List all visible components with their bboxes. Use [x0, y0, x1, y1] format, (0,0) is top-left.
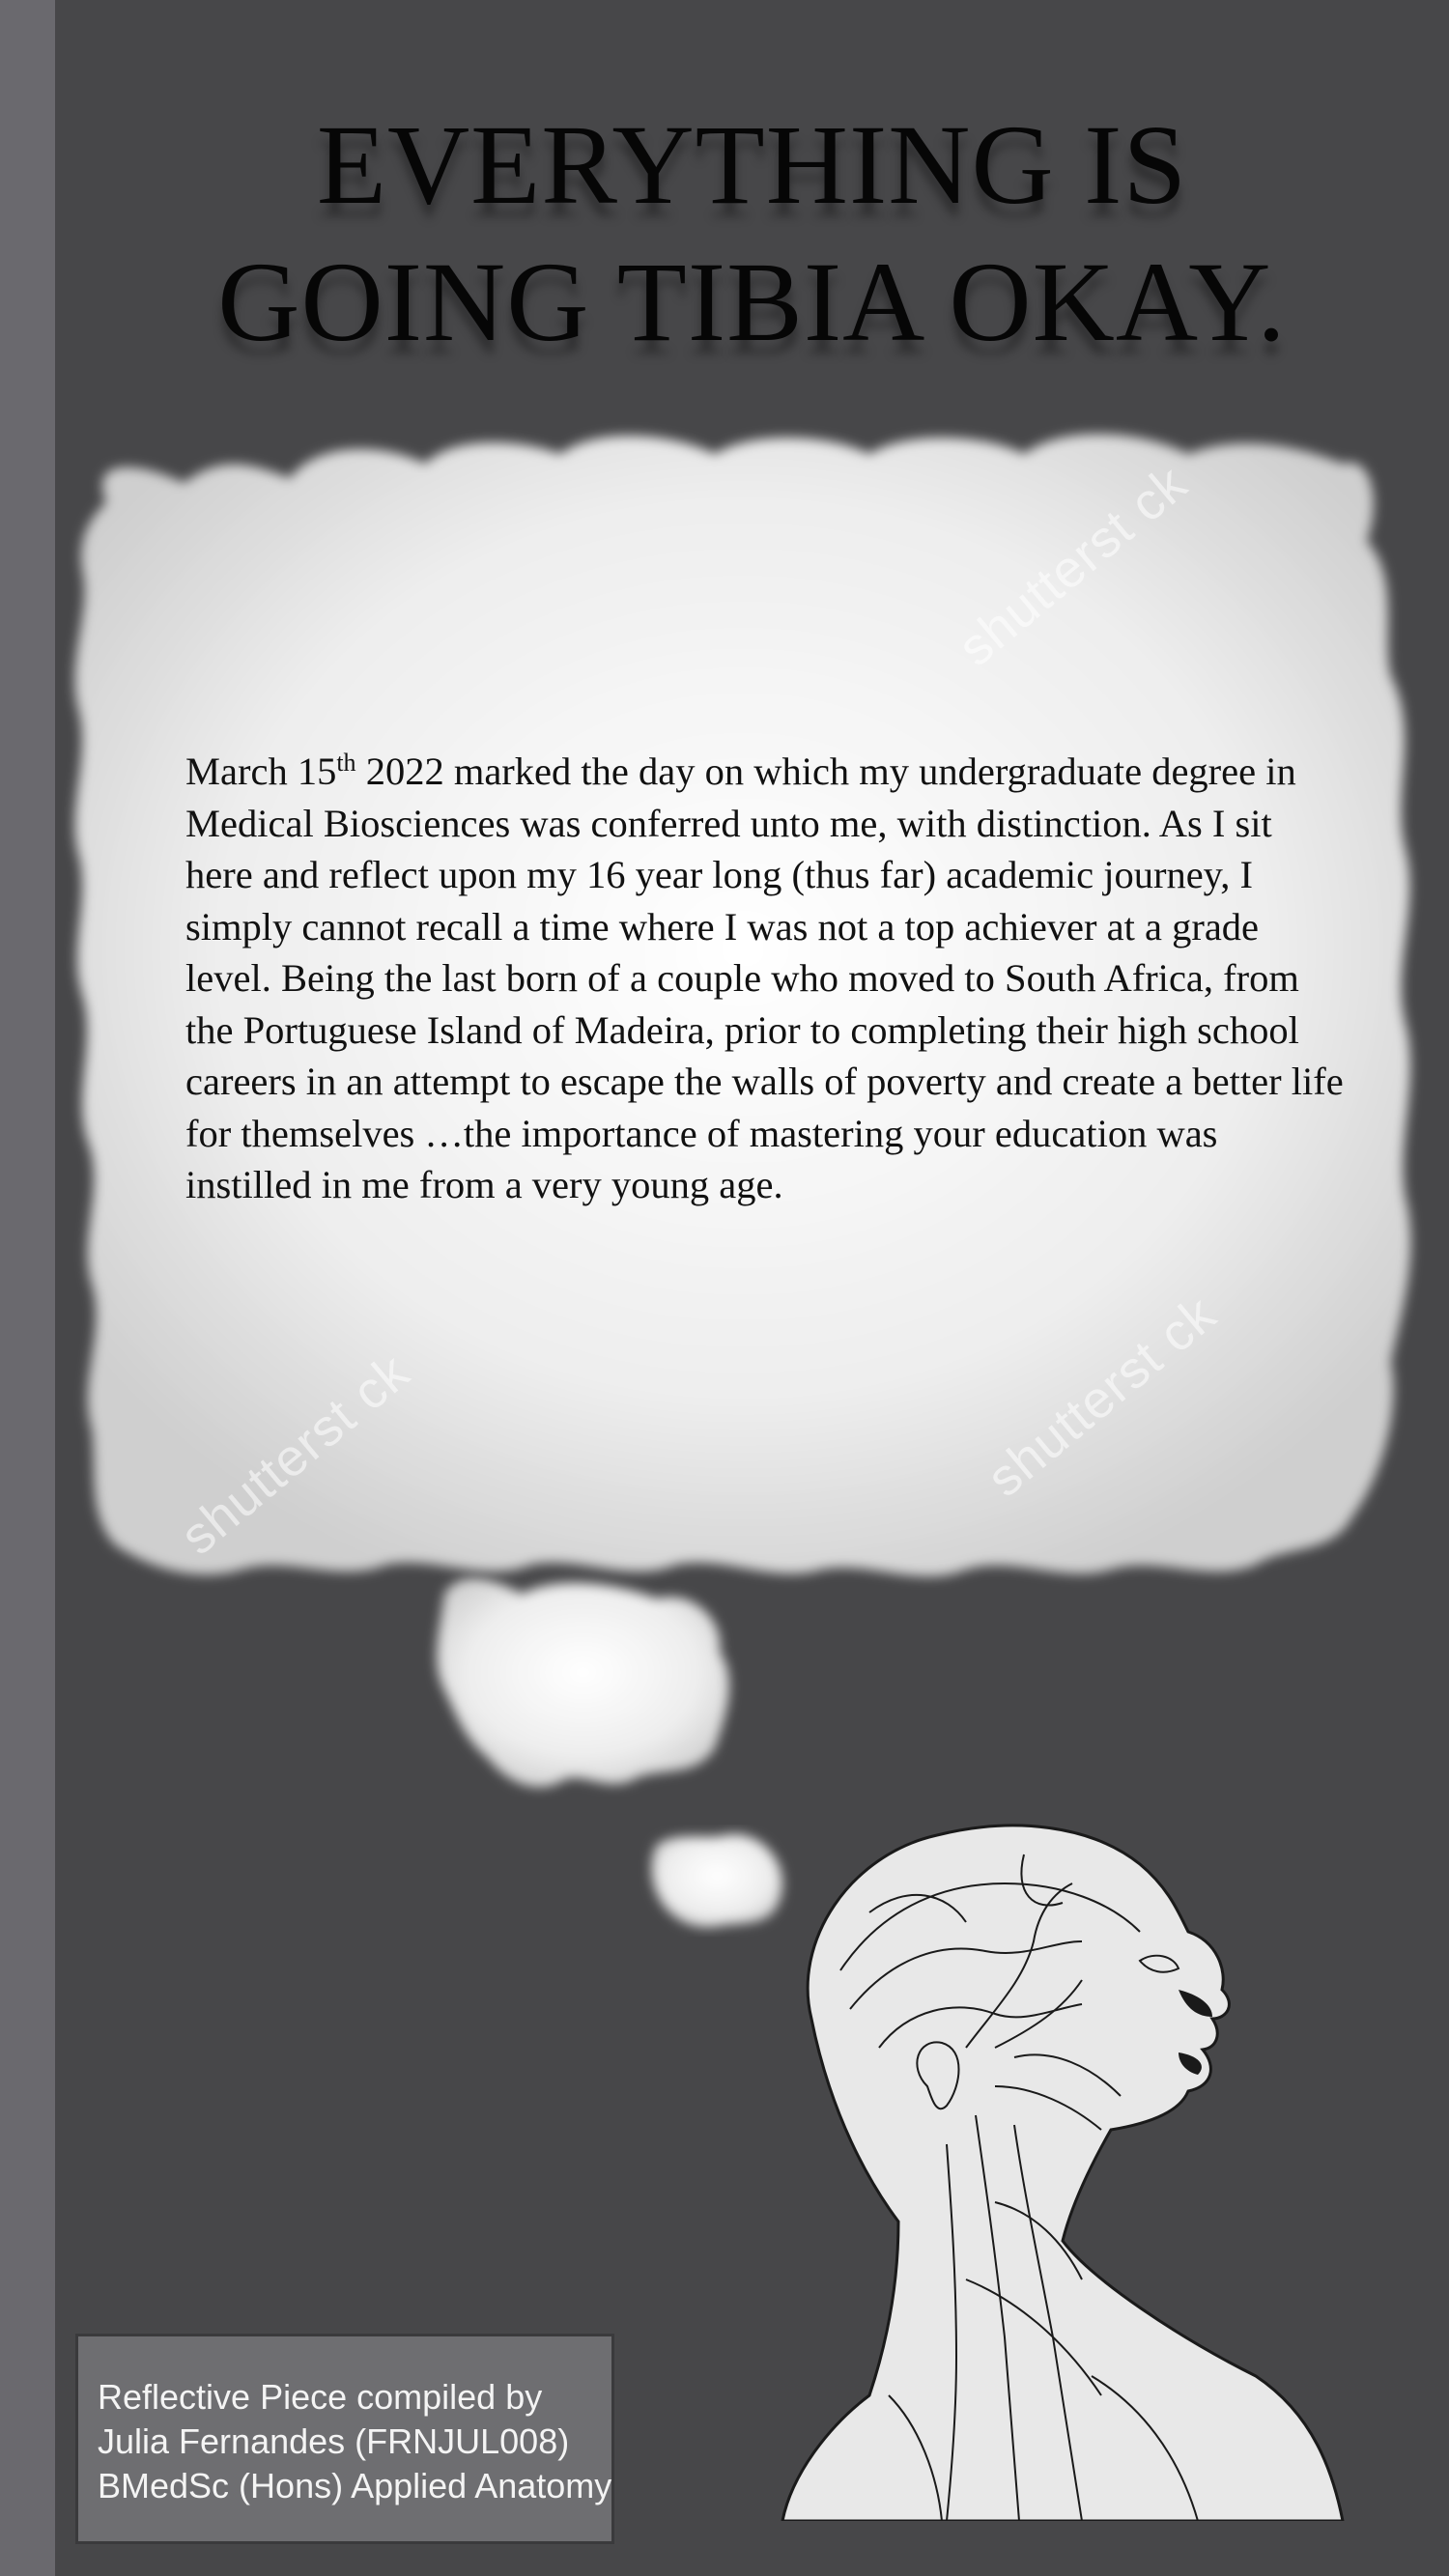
credit-line-2: Julia Fernandes (FRNJUL008): [98, 2421, 570, 2461]
credit-line-3: BMedSc (Hons) Applied Anatomy: [98, 2466, 612, 2505]
body-text-rest: 2022 marked the day on which my undergraduate degree in Medical Biosciences was conferred unto me, with distinction. As I sit here and reflect upon my 16 year long (thus far) academic journey, I simply cannot recall a time where I was not a top achiever at a grade level. Being the last born of a couple who moved to South Africa, from the Portuguese Island of Madeira, prior to completing their high school careers in an attempt to escape the walls of poverty and create a better life for themselves …the importance of mastering your education was instilled in me from a very young age.: [185, 750, 1344, 1206]
anatomical-head-illustration-icon: [773, 1797, 1352, 2521]
credit-box: [75, 2334, 614, 2544]
reflection-body: [185, 746, 1345, 1211]
title-line-2: GOING TIBIA OKAY.: [217, 239, 1287, 365]
watermark: shutterst ck: [169, 1343, 421, 1567]
watermark: shutterst ck: [947, 454, 1199, 678]
body-superscript: th: [336, 749, 356, 777]
title-line-1: EVERYTHING IS: [316, 101, 1188, 228]
body-text-start: March 15: [185, 750, 337, 793]
watermark: shutterst ck: [976, 1285, 1228, 1509]
credit-line-1: Reflective Piece compiled by: [98, 2377, 543, 2417]
